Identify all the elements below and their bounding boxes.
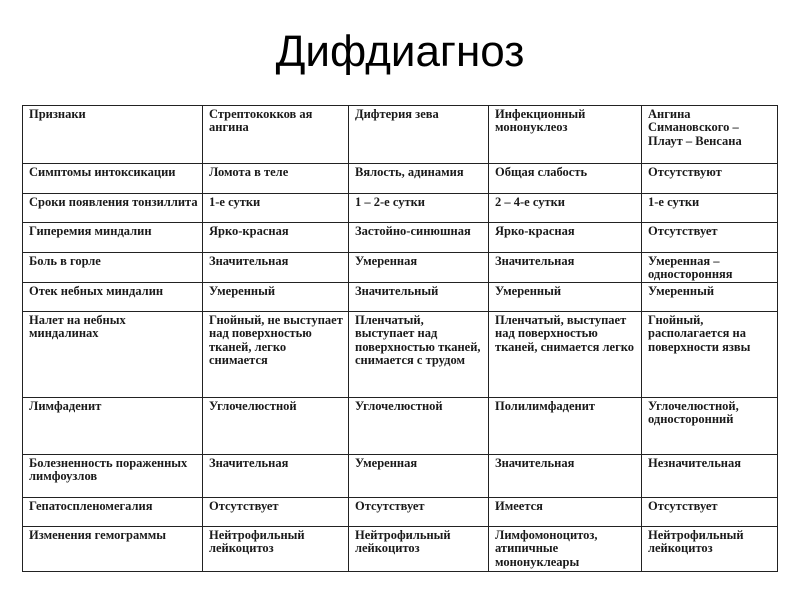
table-cell: Углочелюстной — [349, 398, 489, 455]
table-cell: Отсутствуют — [642, 164, 778, 194]
table-cell: Умеренный — [489, 283, 642, 312]
table-cell: Имеется — [489, 498, 642, 527]
table-cell: Ломота в теле — [203, 164, 349, 194]
table-cell: 1-е сутки — [642, 194, 778, 223]
sign-cell: Отек небных миндалин — [23, 283, 203, 312]
table-cell: Пленчатый, выступает над поверхностью тканей, снимается легко — [489, 312, 642, 398]
table-cell: Отсутствует — [642, 223, 778, 253]
table-cell: Незначительная — [642, 455, 778, 498]
table-cell: Углочелюстной — [203, 398, 349, 455]
table-cell: Значительная — [203, 253, 349, 283]
table-cell: Умеренная — [349, 455, 489, 498]
table-row — [23, 527, 778, 572]
table-row — [23, 283, 778, 312]
sign-cell: Гиперемия миндалин — [23, 223, 203, 253]
table-cell: Умеренный — [642, 283, 778, 312]
header-cell-strep-tonsillitis: Стрептококков ая ангина — [203, 106, 349, 164]
table-cell: 2 – 4-е сутки — [489, 194, 642, 223]
table-row — [23, 398, 778, 455]
sign-cell: Налет на небных миндалинах — [23, 312, 203, 398]
header-cell-mononucleosis: Инфекционный мононуклеоз — [489, 106, 642, 164]
table-cell: Нейтрофильный лейкоцитоз — [349, 527, 489, 572]
table-row — [23, 312, 778, 398]
table-row — [23, 223, 778, 253]
table-cell: Нейтрофильный лейкоцитоз — [642, 527, 778, 572]
table-row — [23, 194, 778, 223]
table-cell: 1 – 2-е сутки — [349, 194, 489, 223]
table-cell: Гнойный, располагается на поверхности язвы — [642, 312, 778, 398]
sign-cell: Сроки появления тонзиллита — [23, 194, 203, 223]
slide-title: Дифдиагноз — [275, 27, 525, 76]
table-cell: Вялость, адинамия — [349, 164, 489, 194]
table-cell: Значительная — [203, 455, 349, 498]
diff-diagnosis-table-wrapper — [22, 105, 777, 572]
sign-cell: Симптомы интоксикации — [23, 164, 203, 194]
table-row — [23, 253, 778, 283]
table-cell: Отсутствует — [642, 498, 778, 527]
table-cell: Пленчатый, выступает над поверхностью тканей, снимается с трудом — [349, 312, 489, 398]
table-cell: Отсутствует — [349, 498, 489, 527]
table-cell: Общая слабость — [489, 164, 642, 194]
table-cell: Отсутствует — [203, 498, 349, 527]
table-cell: Умеренная — [349, 253, 489, 283]
table-cell: Значительный — [349, 283, 489, 312]
table-cell: Ярко-красная — [489, 223, 642, 253]
table-cell: Полилимфаденит — [489, 398, 642, 455]
table-header-row — [23, 106, 778, 164]
table-cell: Умеренный — [203, 283, 349, 312]
table-cell: Гнойный, не выступает над поверхностью тканей, легко снимается — [203, 312, 349, 398]
header-cell-diphtheria: Дифтерия зева — [349, 106, 489, 164]
sign-cell: Изменения гемограммы — [23, 527, 203, 572]
table-cell: Нейтрофильный лейкоцитоз — [203, 527, 349, 572]
table-cell: Лимфомоноцитоз, атипичные мононуклеары — [489, 527, 642, 572]
table-cell: Ярко-красная — [203, 223, 349, 253]
sign-cell: Болезненность пораженных лимфоузлов — [23, 455, 203, 498]
diff-diagnosis-table — [22, 105, 778, 572]
table-row — [23, 455, 778, 498]
table-cell: Углочелюстной, односторонний — [642, 398, 778, 455]
header-cell-vincent-angina: Ангина Симановского – Плаут – Венсана — [642, 106, 778, 164]
table-cell: Застойно-синюшная — [349, 223, 489, 253]
table-cell: Умеренная – односторонняя — [642, 253, 778, 283]
header-cell-signs: Признаки — [23, 106, 203, 164]
table-row — [23, 498, 778, 527]
table-cell: Значительная — [489, 253, 642, 283]
sign-cell: Гепатоспленомегалия — [23, 498, 203, 527]
table-row — [23, 164, 778, 194]
table-cell: 1-е сутки — [203, 194, 349, 223]
sign-cell: Боль в горле — [23, 253, 203, 283]
table-cell: Значительная — [489, 455, 642, 498]
sign-cell: Лимфаденит — [23, 398, 203, 455]
